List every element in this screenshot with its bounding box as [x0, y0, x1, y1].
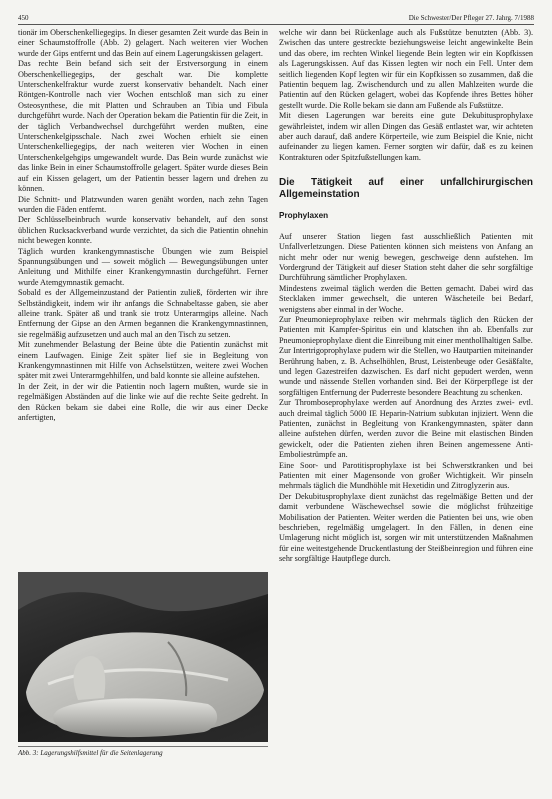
- paragraph: tionär im Oberschenkelliegegips. In dieser gesamten Zeit wurde das Bein in einer Schaumstoffrolle (Abb. 2) gelagert. Nach weiteren vier Wochen wurde der Gips entfernt und das Bein auf einem Lagerungskissen gelagert.: [18, 28, 268, 58]
- right-column: [279, 28, 533, 780]
- paragraph: Täglich wurden krankengymnastische Übungen wie zum Beispiel Spannungsübungen und — soweit möglich — Bewegungsübungen unter Anleitung und Mithilfe einer Krankengymnastin durchgeführt. Ferner wurde Atemgymnastik gemacht.: [18, 246, 268, 287]
- page-header: [18, 10, 534, 25]
- section-heading: Die Tätigkeit auf einer unfallchirurgischen Allgemeinstation: [279, 177, 533, 201]
- paragraph: Zur Thromboseprophylaxe werden auf Anordnung des Arztes zwei- evtl. auch dreimal täglich 5000 IE Heparin-Natrium subkutan injiziert. Wenn die Patienten, zunächst in Begleitung von Krankengymnasten, später dann alleine aufstehen dürfen, werden zuvor die Beine mit elastischen Binden gewickelt, oder die Patienten ziehen ihren Beinen angemessene Anti-Emboliestrümpfe an.: [279, 398, 533, 460]
- paragraph: Mit zunehmender Belastung der Beine übte die Patientin zunächst mit einem Laufwagen. Einige Zeit später lief sie in Begleitung von Krankengymnastinnen mit Hilfe von Achselstützen, weitere zwei Wochen später mit zwei Unterarmgehhilfen, und bald konnte sie alleine aufstehen.: [18, 340, 268, 381]
- paragraph: Mit diesen Lagerungen war bereits eine gute Dekubitusprophylaxe gewährleistet, indem wir allen Dingen das Gesäß entlastet war, wir achteten aber auch darauf, daß andere Körperteile, wie zum Beispiel die Knie, nicht aufeinander zu liegen kamen. Ferner sorgten wir dafür, daß es zu keinen Kontrakturen oder Spitzfußstellungen kam.: [279, 111, 533, 162]
- figure-photo: [18, 572, 268, 742]
- paragraph: Eine Soor- und Parotitisprophylaxe ist bei Schwerstkranken und bei Patienten mit einer Magensonde von großer Wichtigkeit. Wir pinseln mehrmals täglich die Mundhöhle mit Hexetidin und Zitroglyzerin aus.: [279, 460, 533, 491]
- photo-illustration: [18, 572, 268, 742]
- paragraph: Das rechte Bein befand sich seit der Erstversorgung in einem Oberschenkelliegegips, der geschalt war. Die komplette Unterschenkelfraktur wurde zuerst konservativ behandelt. Nach einer Röntgen-Kontrolle nach vier Wochen entschloß man sich zu einer Osteosynthese, die mit Platten und Schrauben an Tibia und Fibula durchgeführt wurde. Nach der Operation bekam die Patientin für die Zeit, in der täglich Verbandwechsel durchgeführt werden mußten, eine Unterschenkelgipsschale. Nach zwei Wochen erhielt sie einen Unterschenkelliegegips, der nach weiteren vier Wochen in einen Unterschenkelgehgips umgewandelt wurde. Das Bein wurde zunächst wie das linke Bein in einer Schaumstoffrolle gelagert. Später wurde dieses Bein auf ein Kissen gelagert, um der Patientin besser lagern und drehen zu können.: [18, 59, 268, 194]
- paragraph: Mindestens zweimal täglich werden die Betten gemacht. Dabei wird das Stecklaken immer gewechselt, die unteren Wäscheteile bei Bedarf, wenigstens aber einmal in der Woche.: [279, 283, 533, 314]
- paragraph: Zur Pneumonieprophylaxe reiben wir mehrmals täglich den Rücken der Patienten mit Kampfer-Spiritus ein und klatschen ihn ab. Ebenfalls zur Pneumonieprophylaxe dient die Einreibung mit einer menthollhaltigen Salbe.: [279, 314, 533, 345]
- paragraph: Sobald es der Allgemeinzustand der Patientin zuließ, förderten wir ihre Selbständigkeit, indem wir ihr anfangs die Schnabeltasse gaben, sie aber alleine trank. Später aß und trank sie trotz Unterarmgips alleine. Nach Entfernung der Gipse an den Armen begannen die Krankengymnastinnen, sie regelmäßig aufzusetzen und auch mal an den Tisch zu setzen.: [18, 288, 268, 339]
- paragraph: Der Dekubitusprophylaxe dient zunächst das regelmäßige Betten und der damit verbundene Wäschewechsel sowie die möglichst frühzeitige Mobilisation der Patienten. Weiter werden die Patienten bei uns, wie oben beschrieben, regelmäßig umgelagert. In den Fällen, in denen eine Umlagerung nicht möglich ist, sorgen wir mit unterstützenden Maßnahmen für eine weitestgehende Druckentlastung der Steißbeinregion und führen eine sehr sorgfältige Hautpflege durch.: [279, 491, 533, 564]
- paragraph: welche wir dann bei Rückenlage auch als Fußstütze benutzten (Abb. 3). Zwischen das untere gestreckte beziehungsweise leicht angewinkelte Bein und das obere, im rechten Winkel liegende Bein legten wir ein Kopfkissen als Lagerungskissen. Auf das Kissen legten wir noch ein Fell. Unter dem seitlich liegenden Kopf legten wir für ein Kopfkissen so zusammen, daß die Patientin bequem lag. Zwischendurch und zu allen Mahlzeiten wurde die Patientin auf den Rücken gelagert, wobei das Kopfende ihres Bettes höher gestellt wurde. Die Rolle bekam sie dann am Fußende als Fußstütze.: [279, 28, 533, 110]
- subsection-heading: Prophylaxen: [279, 211, 329, 221]
- blanket-roll-shape: [53, 698, 217, 737]
- figure-caption: Abb. 3: Lagerungshilfsmittel für die Seitenlagerung: [18, 746, 268, 757]
- paragraph: In der Zeit, in der wir die Patientin noch lagern mußten, wurde sie in regelmäßigen Abständen auf die linke wie auf die rechte Seite gedreht. In den Rücken bekam sie dabei eine Rolle, die wir aus einer Decke anfertigten,: [18, 381, 268, 423]
- page-number: 450: [18, 14, 29, 22]
- paragraph: Auf unserer Station liegen fast ausschließlich Patienten mit Unfallverletzungen. Diese Patienten können sich meistens von Anfang an nicht mehr oder nur wenig bewegen, geschweige denn aufstehen. Im Vordergrund der Tätigkeit auf dieser Station steht daher die sehr sorgfältige Durchführung sämtlicher Prophylaxen.: [279, 231, 533, 283]
- paragraph: Zur Intertrigoprophylaxe pudern wir die Stellen, wo Hautpartien miteinander Berührung haben, z. B. Achselhöhlen, Brust, Leistenbeuge oder Gesäßfalte, und legen Gazestreifen dazwischen. Es darf nicht gepudert werden, wenn wunde und nässende Stellen vorhanden sind. Bei der Körperpflege ist der sorgfältigen Entfernung der Puderreste besondere Beachtung zu schenken.: [279, 346, 533, 397]
- paragraph: Die Schnitt- und Platzwunden waren genäht worden, nach zehn Tagen wurden die Fäden entfernt.: [18, 194, 268, 214]
- left-column: [18, 28, 268, 568]
- paragraph: Der Schlüsselbeinbruch wurde konservativ behandelt, auf den sonst üblichen Rucksackverband wurde verzichtet, da sich die Patientin ohnehin nicht bewegen konnte.: [18, 215, 268, 246]
- journal-title: Die Schwester/Der Pfleger 27. Jahrg. 7/1988: [408, 14, 534, 22]
